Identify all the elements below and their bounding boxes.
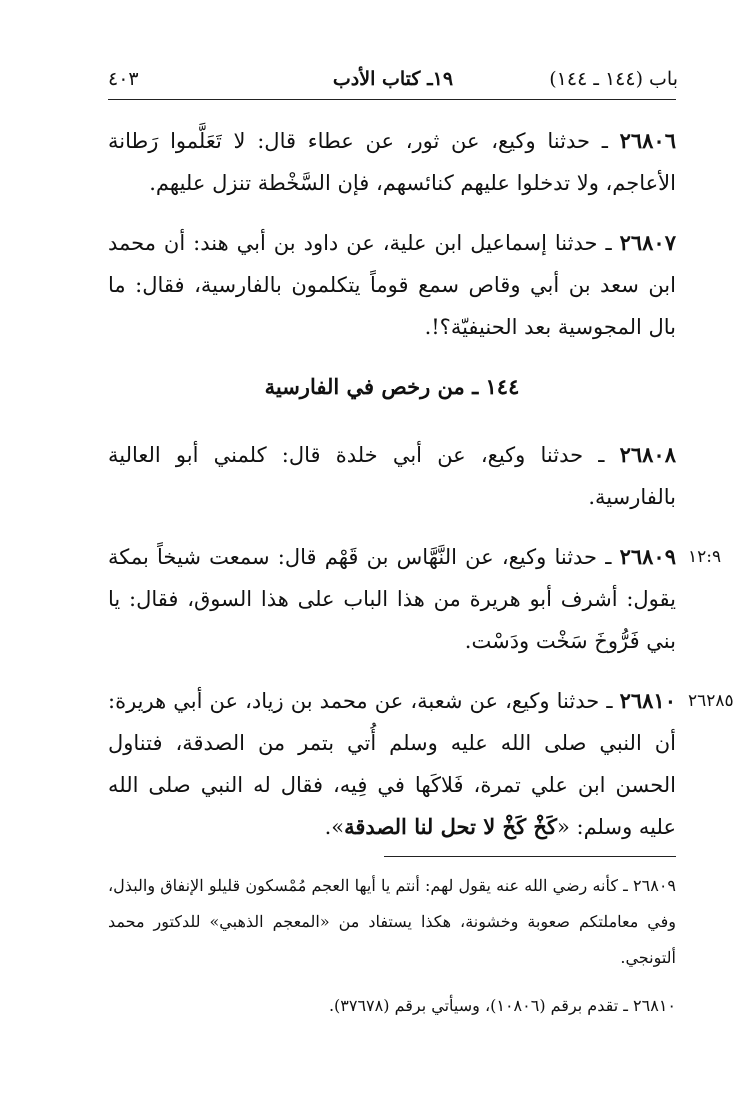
header-rule [108,99,676,100]
hadith-number: ٢٦٨٠٨ [619,442,676,467]
chapter-title: ١٤٤ ـ من رخص في الفارسية [264,374,520,399]
footnote-number: ٢٦٨٠٩ [633,876,676,895]
hadith-number: ٢٦٨٠٦ [619,128,676,153]
header-book-title: ١٩ـ كتاب الأدب [332,68,454,90]
footnote-rule [384,856,676,857]
footnotes [108,868,676,1036]
margin-reference: ٢٦٢٨٥ [688,691,734,711]
footnote-text: ـ كأنه رضي الله عنه يقول لهم: أنتم يا أيها العجم مُمْسكون قليلو الإنفاق والبذل، وفي معاملتكم صعوبة وخشونة، هكذا يستفاد من «المعجم الذهبي» للدكتور محمد ألتونجي. [108,876,676,967]
hadith-26809 [108,536,722,662]
hadith-number: ٢٦٨٠٧ [619,230,676,255]
hadith-text: ـ حدثنا إسماعيل ابن علية، عن داود بن أبي هند: أن محمد ابن سعد بن أبي وقاص سمع قوماً يتكلمون بالفارسية، فقال: ما بال المجوسية بعد الحنيفيّة؟!. [108,231,676,339]
running-header [108,64,678,96]
hadith-text: ـ حدثنا وكيع، عن النَّهَّاس بن قَهْم قال: سمعت شيخاً بمكة يقول: أشرف أبو هريرة من هذا الباب على هذا السوق، فقال: يا بني فَرُّوخَ سَخْت ودَسْت. [108,545,676,653]
hadith-26810 [108,680,734,848]
hadith-26806 [108,120,676,204]
margin-reference: ١٢:٩ [688,547,722,567]
hadith-26807 [108,222,676,348]
hadith-number: ٢٦٨١٠ [619,688,676,713]
footnote-26809 [108,868,676,976]
hadith-text: ـ حدثنا وكيع، عن شعبة، عن محمد بن زياد، عن أبي هريرة: أن النبي صلى الله عليه وسلم أُتي بتمر من الصدقة، فتناول الحسن ابن علي تمرة، فَلاكَها في فِيه، فقال له النبي صلى الله عليه وسلم: « [108,689,676,839]
hadith-26808 [108,434,676,518]
footnote-26810 [108,988,676,1024]
main-text [108,120,734,866]
footnote-text: ـ تقدم برقم (١٠٨٠٦)، وسيأتي برقم (٣٧٦٧٨). [328,996,628,1015]
prophetic-saying: كَخْ كَخْ لا تحل لنا الصدقة [344,814,557,839]
hadith-number: ٢٦٨٠٩ [619,544,676,569]
hadith-text: ـ حدثنا وكيع، عن أبي خلدة قال: كلمني أبو العالية بالفارسية. [108,443,676,509]
header-page-number: ٤٠٣ [108,68,139,90]
hadith-closing: ». [324,815,345,839]
footnote-number: ٢٦٨١٠ [633,996,676,1015]
header-chapter-ref: باب (١٤٤ ـ ١٤٤) [549,68,678,90]
hadith-text: ـ حدثنا وكيع، عن ثور، عن عطاء قال: لا تَعَلَّموا رَطانة الأعاجم، ولا تدخلوا عليهم كنائسهم، فإن السَّخْطة تنزل عليهم. [108,129,676,195]
